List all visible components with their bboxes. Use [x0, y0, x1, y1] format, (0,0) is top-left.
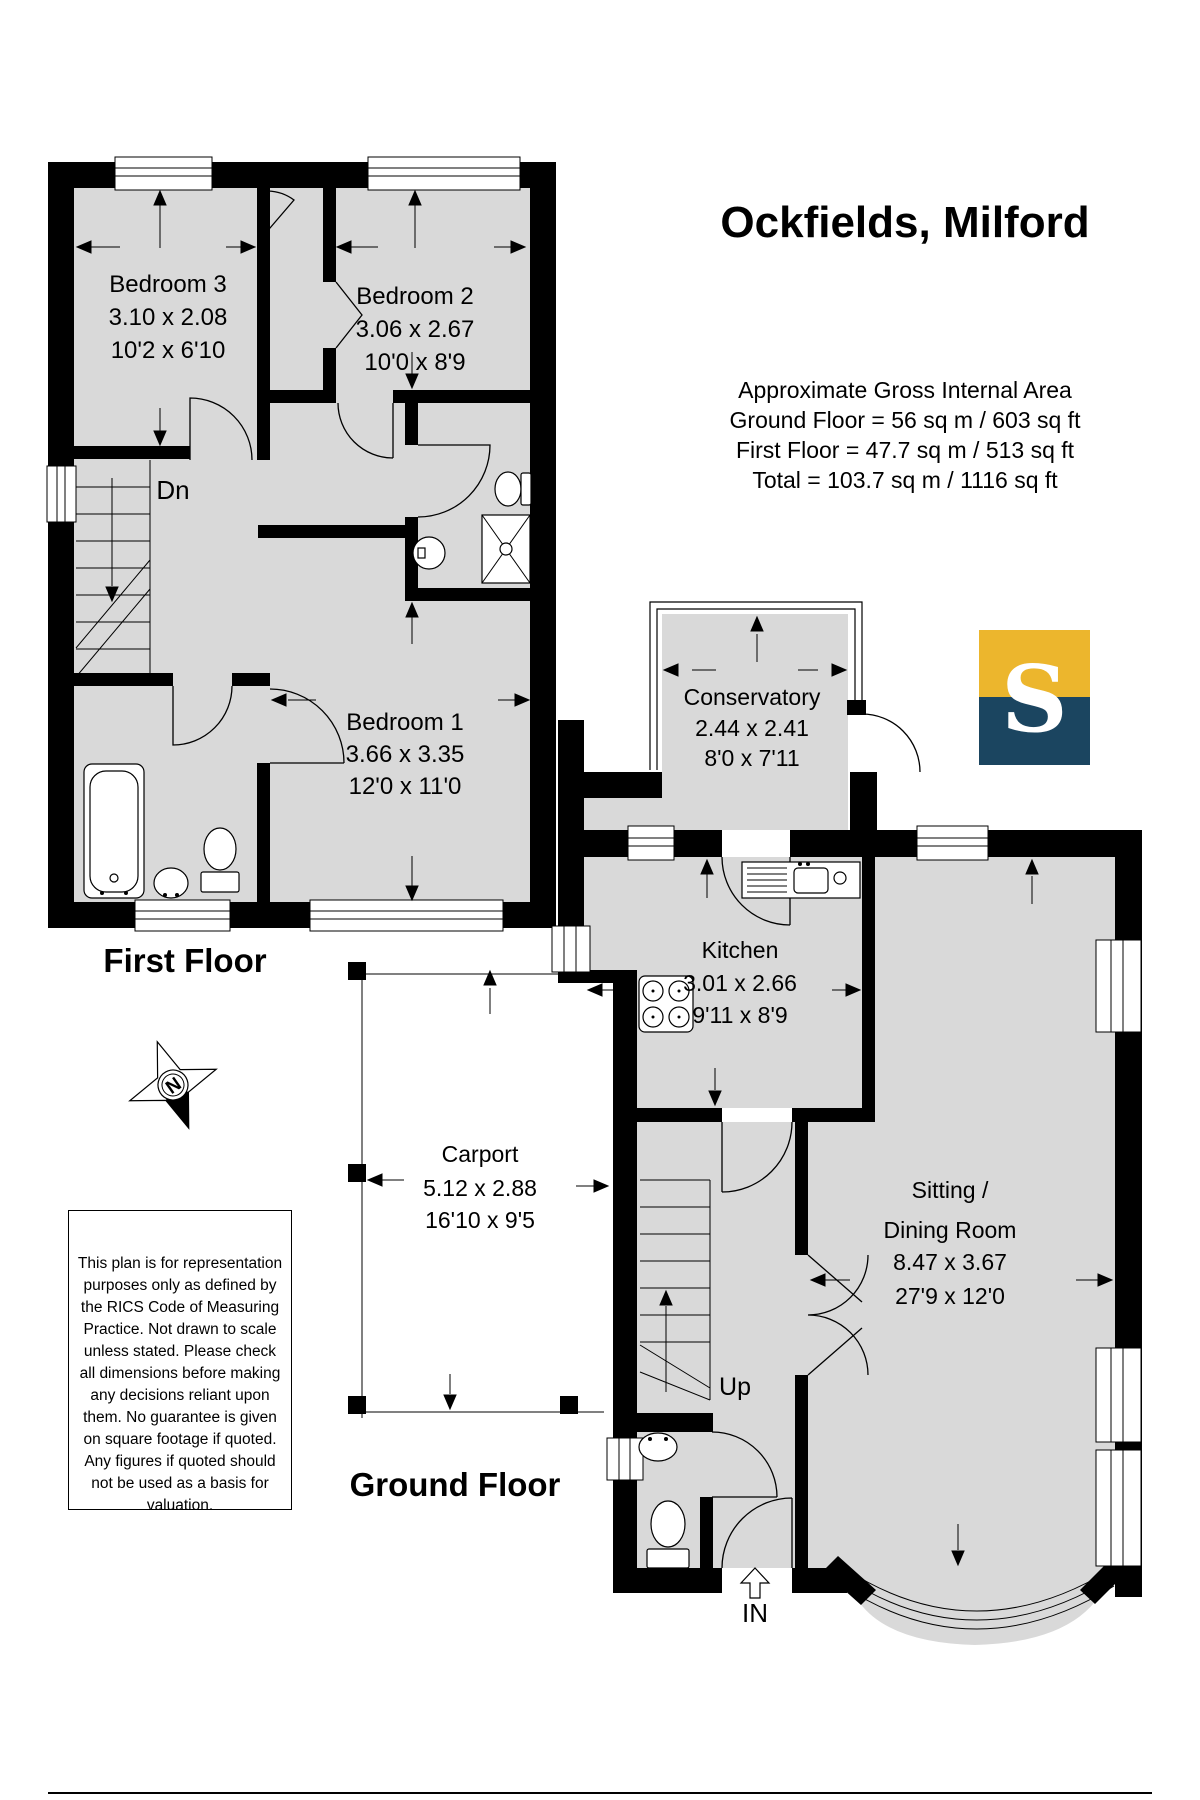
room-label-conservatory-imperial: 8'0 x 7'11: [704, 745, 800, 771]
room-label-bedroom1-metric: 3.66 x 3.35: [345, 741, 465, 768]
sink-icon: [154, 868, 188, 898]
page-title: Ockfields, Milford: [720, 198, 1090, 247]
toilet-icon: [647, 1501, 689, 1568]
bathtub-icon: [84, 764, 144, 898]
room-label-sitting-name1: Sitting /: [911, 1177, 989, 1203]
area-summary-line: Total = 103.7 sq m / 1116 sq ft: [752, 467, 1058, 493]
room-label-carport-name: Carport: [441, 1141, 519, 1167]
room-label-bedroom3-imperial: 10'2 x 6'10: [110, 337, 226, 364]
ground-floor-label: Ground Floor: [349, 1466, 561, 1503]
sink-icon: [413, 537, 445, 569]
sink-icon: [639, 1433, 677, 1461]
shower-icon: [482, 515, 530, 583]
room-label-kitchen-metric: 3.01 x 2.66: [683, 970, 797, 996]
stairs-down-label: Dn: [156, 475, 190, 505]
area-summary-line: First Floor = 47.7 sq m / 513 sq ft: [735, 437, 1075, 463]
footer-rule: [48, 1792, 1152, 1794]
agency-logo: [979, 630, 1090, 765]
room-label-carport-metric: 5.12 x 2.88: [423, 1175, 537, 1201]
compass-rose: [114, 1026, 232, 1144]
stairs-up-label: Up: [719, 1373, 751, 1401]
room-label-sitting-imperial: 27'9 x 12'0: [895, 1283, 1005, 1309]
room-label-bedroom1-imperial: 12'0 x 11'0: [348, 773, 462, 800]
room-label-bedroom2-name: Bedroom 2: [356, 283, 474, 310]
room-label-conservatory-name: Conservatory: [683, 684, 821, 710]
room-label-bedroom3-metric: 3.10 x 2.08: [108, 304, 228, 331]
area-summary-line: Approximate Gross Internal Area: [738, 377, 1072, 403]
entrance-label: IN: [742, 1598, 768, 1628]
room-label-kitchen-imperial: 9'11 x 8'9: [692, 1002, 788, 1028]
kitchen-sink-icon: [742, 862, 860, 898]
area-summary-line: Ground Floor = 56 sq m / 603 sq ft: [729, 407, 1081, 433]
compass-north-letter: N: [162, 1073, 186, 1099]
disclaimer-box: [68, 1210, 292, 1514]
room-label-conservatory-metric: 2.44 x 2.41: [695, 715, 809, 741]
entrance-arrow: [741, 1568, 769, 1598]
room-label-bedroom2-metric: 3.06 x 2.67: [355, 316, 475, 343]
room-label-sitting-metric: 8.47 x 3.67: [893, 1249, 1007, 1275]
toilet-icon: [495, 472, 531, 506]
room-label-carport-imperial: 16'10 x 9'5: [425, 1207, 535, 1233]
room-label-bedroom1-name: Bedroom 1: [346, 709, 464, 736]
room-label-sitting-name2: Dining Room: [883, 1217, 1017, 1243]
conservatory-door-arc: [862, 714, 920, 772]
room-label-bedroom3-name: Bedroom 3: [109, 271, 227, 298]
room-label-bedroom2-imperial: 10'0 x 8'9: [364, 349, 466, 376]
first-floor-label: First Floor: [103, 942, 267, 979]
toilet-icon: [201, 828, 239, 892]
logo-letter: S: [1001, 645, 1068, 753]
disclaimer-text: This plan is for representation purposes only as defined by the RICS Code of Measuring Practice. Not drawn to scale unless stated. Please check all dimensions before making any decisions reliant upon them. No guarantee is given on square footage if quoted. Any figures if quoted should not be used as a basis for valuation.: [77, 1255, 283, 1514]
room-label-kitchen-name: Kitchen: [701, 937, 779, 963]
